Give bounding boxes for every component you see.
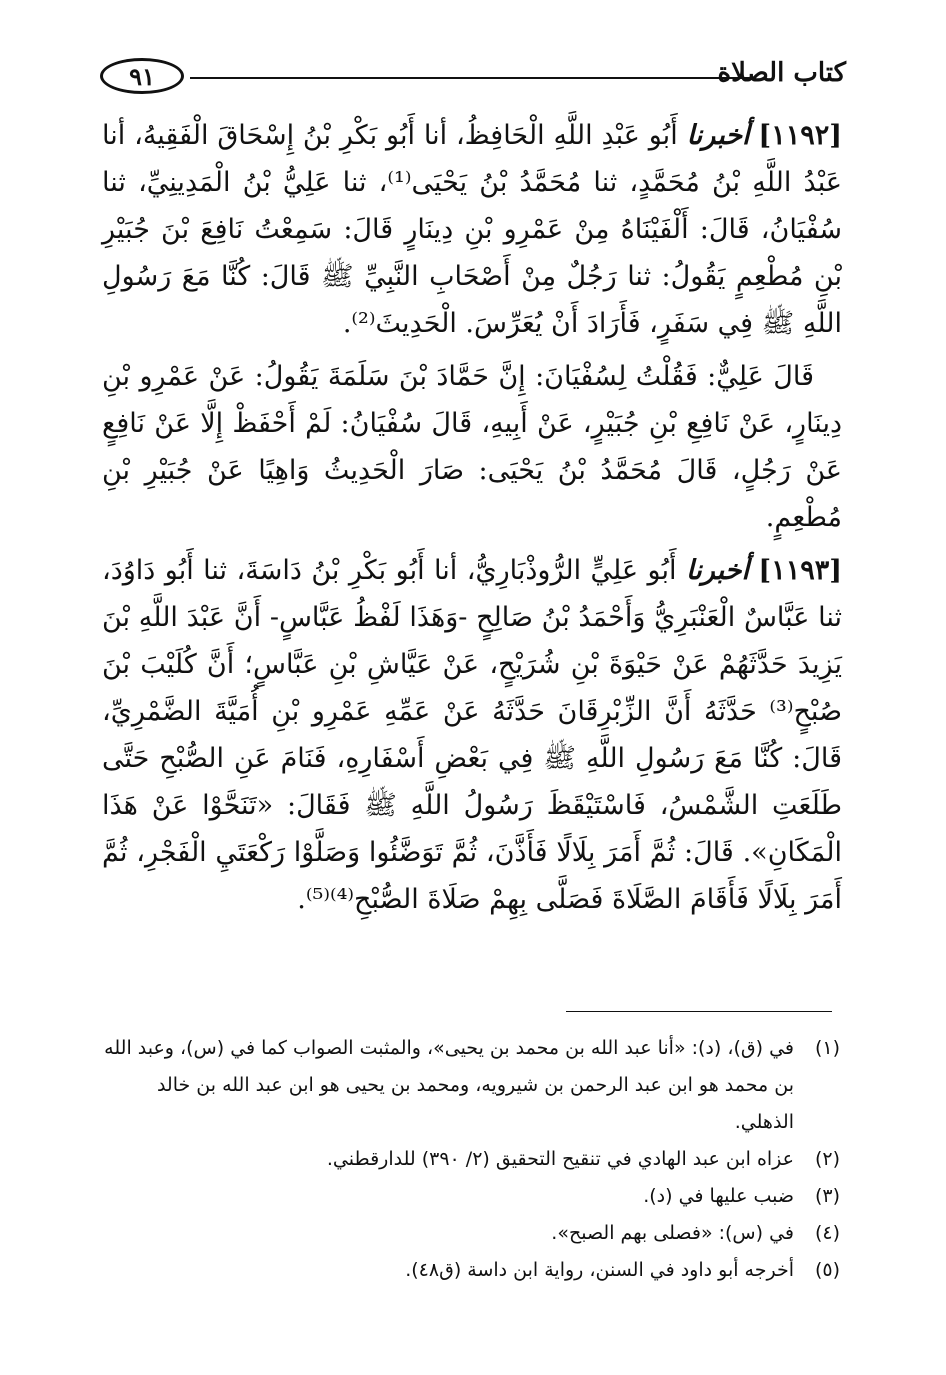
hadith-text: أَبُو عَبْدِ اللَّهِ الْحَافِظُ، أنا أَبُو بَكْرِ بْنُ إِسْحَاقَ الْفَقِيهُ، أنا عَبْدُ اللَّهِ بْنُ مُحَمَّدٍ، ثنا مُحَمَّدُ بْنُ يَحْيَى⁽¹⁾، ثنا عَلِيُّ بْنُ الْمَدِينِيِّ، ثنا سُفْيَانُ، قَالَ: أَلْفَيْنَاهُ مِنْ عَمْرِو بْنِ دِينَارٍ قَالَ: سَمِعْتُ نَافِعَ بْنَ جُبَيْرِ بْنِ مُطْعِمٍ يَقُولُ: ثنا رَجُلٌ مِنْ أَصْحَابِ النَّبِيِّ ﷺ قَالَ: كُنَّا مَعَ رَسُولِ اللَّهِ ﷺ فِي سَفَرٍ، فَأَرَادَ أَنْ يُعَرِّسَ. الْحَدِيثَ⁽²⁾. (102, 120, 842, 339)
footnote-text: في (ق)، (د): «أنا عبد الله بن محمد بن يحيى»، والمثبت الصواب كما في (س)، وعبد الله بن محمد هو ابن عبد الرحمن بن شيرويه، ومحمد بن يحيى هو ابن عبد الله بن خالد الذهلي. (104, 1037, 794, 1133)
footnotes (95, 1030, 840, 1289)
footnote (95, 1215, 840, 1252)
hadith-number: [١١٩٢] (758, 120, 842, 151)
footnote-number: (٤) (814, 1222, 840, 1244)
header-rule (190, 77, 750, 79)
footnote (95, 1141, 840, 1178)
hadith-text: أَبُو عَلِيٍّ الرُّوذْبَارِيُّ، أنا أَبُو بَكْرِ بْنُ دَاسَةَ، ثنا أَبُو دَاوُدَ، ثنا عَبَّاسٌ الْعَنْبَرِيُّ وَأَحْمَدُ بْنُ صَالِحٍ -وَهَذَا لَفْظُ عَبَّاسٍ- أَنَّ عَبْدَ اللَّهِ بْنَ يَزِيدَ حَدَّثَهُمْ عَنْ حَيْوَةَ بْنِ شُرَيْحٍ، عَنْ عَيَّاشِ بْنِ عَبَّاسٍ؛ أَنَّ كُلَيْبَ بْنَ صُبْحٍ⁽³⁾ حَدَّثَهُ أَنَّ الزِّبْرِقَانَ حَدَّثَهُ عَنْ عَمِّهِ عَمْرِو بْنِ أُمَيَّةَ الضَّمْرِيِّ، قَالَ: كُنَّا مَعَ رَسُولِ اللَّهِ ﷺ فِي بَعْضِ أَسْفَارِهِ، فَنَامَ عَنِ الصُّبْحِ حَتَّى طَلَعَتِ الشَّمْسُ، فَاسْتَيْقَظَ رَسُولُ اللَّهِ ﷺ فَقَالَ: «تَنَحَّوْا عَنْ هَذَا الْمَكَانِ». قَالَ: ثُمَّ أَمَرَ بِلَالًا فَأَذَّنَ، ثُمَّ تَوَضَّئُوا وَصَلَّوْا رَكْعَتَيِ الْفَجْرِ، ثُمَّ أَمَرَ بِلَالًا فَأَقَامَ الصَّلَاةَ فَصَلَّى بِهِمْ صَلَاةَ الصُّبْحِ⁽⁴⁾⁽⁵⁾. (102, 555, 842, 915)
footnote-number: (٣) (814, 1185, 840, 1207)
footnote (95, 1252, 840, 1289)
hadith-1193 (102, 547, 842, 923)
page-header (100, 58, 846, 98)
hadith-1192 (102, 112, 842, 347)
footnote-text: ضبب عليها في (د). (643, 1185, 794, 1207)
hadith-keyword: أخبرنا (686, 120, 750, 151)
footnote-text: في (س): «فصلى بهم الصبح». (551, 1222, 794, 1244)
footnote (95, 1030, 840, 1141)
footnote-number: (٥) (814, 1259, 840, 1281)
hadith-1192-continuation: قَالَ عَلِيٌّ: فَقُلْتُ لِسُفْيَانَ: إِنَّ حَمَّادَ بْنَ سَلَمَةَ يَقُولُ: عَنْ عَمْرِو بْنِ دِينَارٍ، عَنْ نَافِعِ بْنِ جُبَيْرٍ، عَنْ أَبِيهِ، قَالَ سُفْيَانُ: لَمْ أَحْفَظْ إِلَّا عَنْ نَافِعٍ عَنْ رَجُلٍ، قَالَ مُحَمَّدُ بْنُ يَحْيَى: صَارَ الْحَدِيثُ وَاهِيًا عَنْ جُبَيْرِ بْنِ مُطْعِمٍ. (102, 361, 842, 533)
hadith-number: [١١٩٣] (758, 555, 842, 586)
footnote-text: عزاه ابن عبد الهادي في تنقيح التحقيق (٢/ ٣٩٠) للدارقطني. (326, 1148, 794, 1170)
book-title: كتاب الصلاة (717, 58, 846, 88)
page-number: ٩١ (100, 58, 184, 94)
footnote-rule (566, 1011, 832, 1012)
footnote-number: (٢) (814, 1148, 840, 1170)
footnote-text: أخرجه أبو داود في السنن، رواية ابن داسة (ق٤٨). (405, 1259, 794, 1281)
footnote-number: (١) (814, 1037, 840, 1059)
footnote (95, 1178, 840, 1215)
hadith-keyword: أخبرنا (685, 555, 749, 586)
main-text (102, 112, 842, 929)
